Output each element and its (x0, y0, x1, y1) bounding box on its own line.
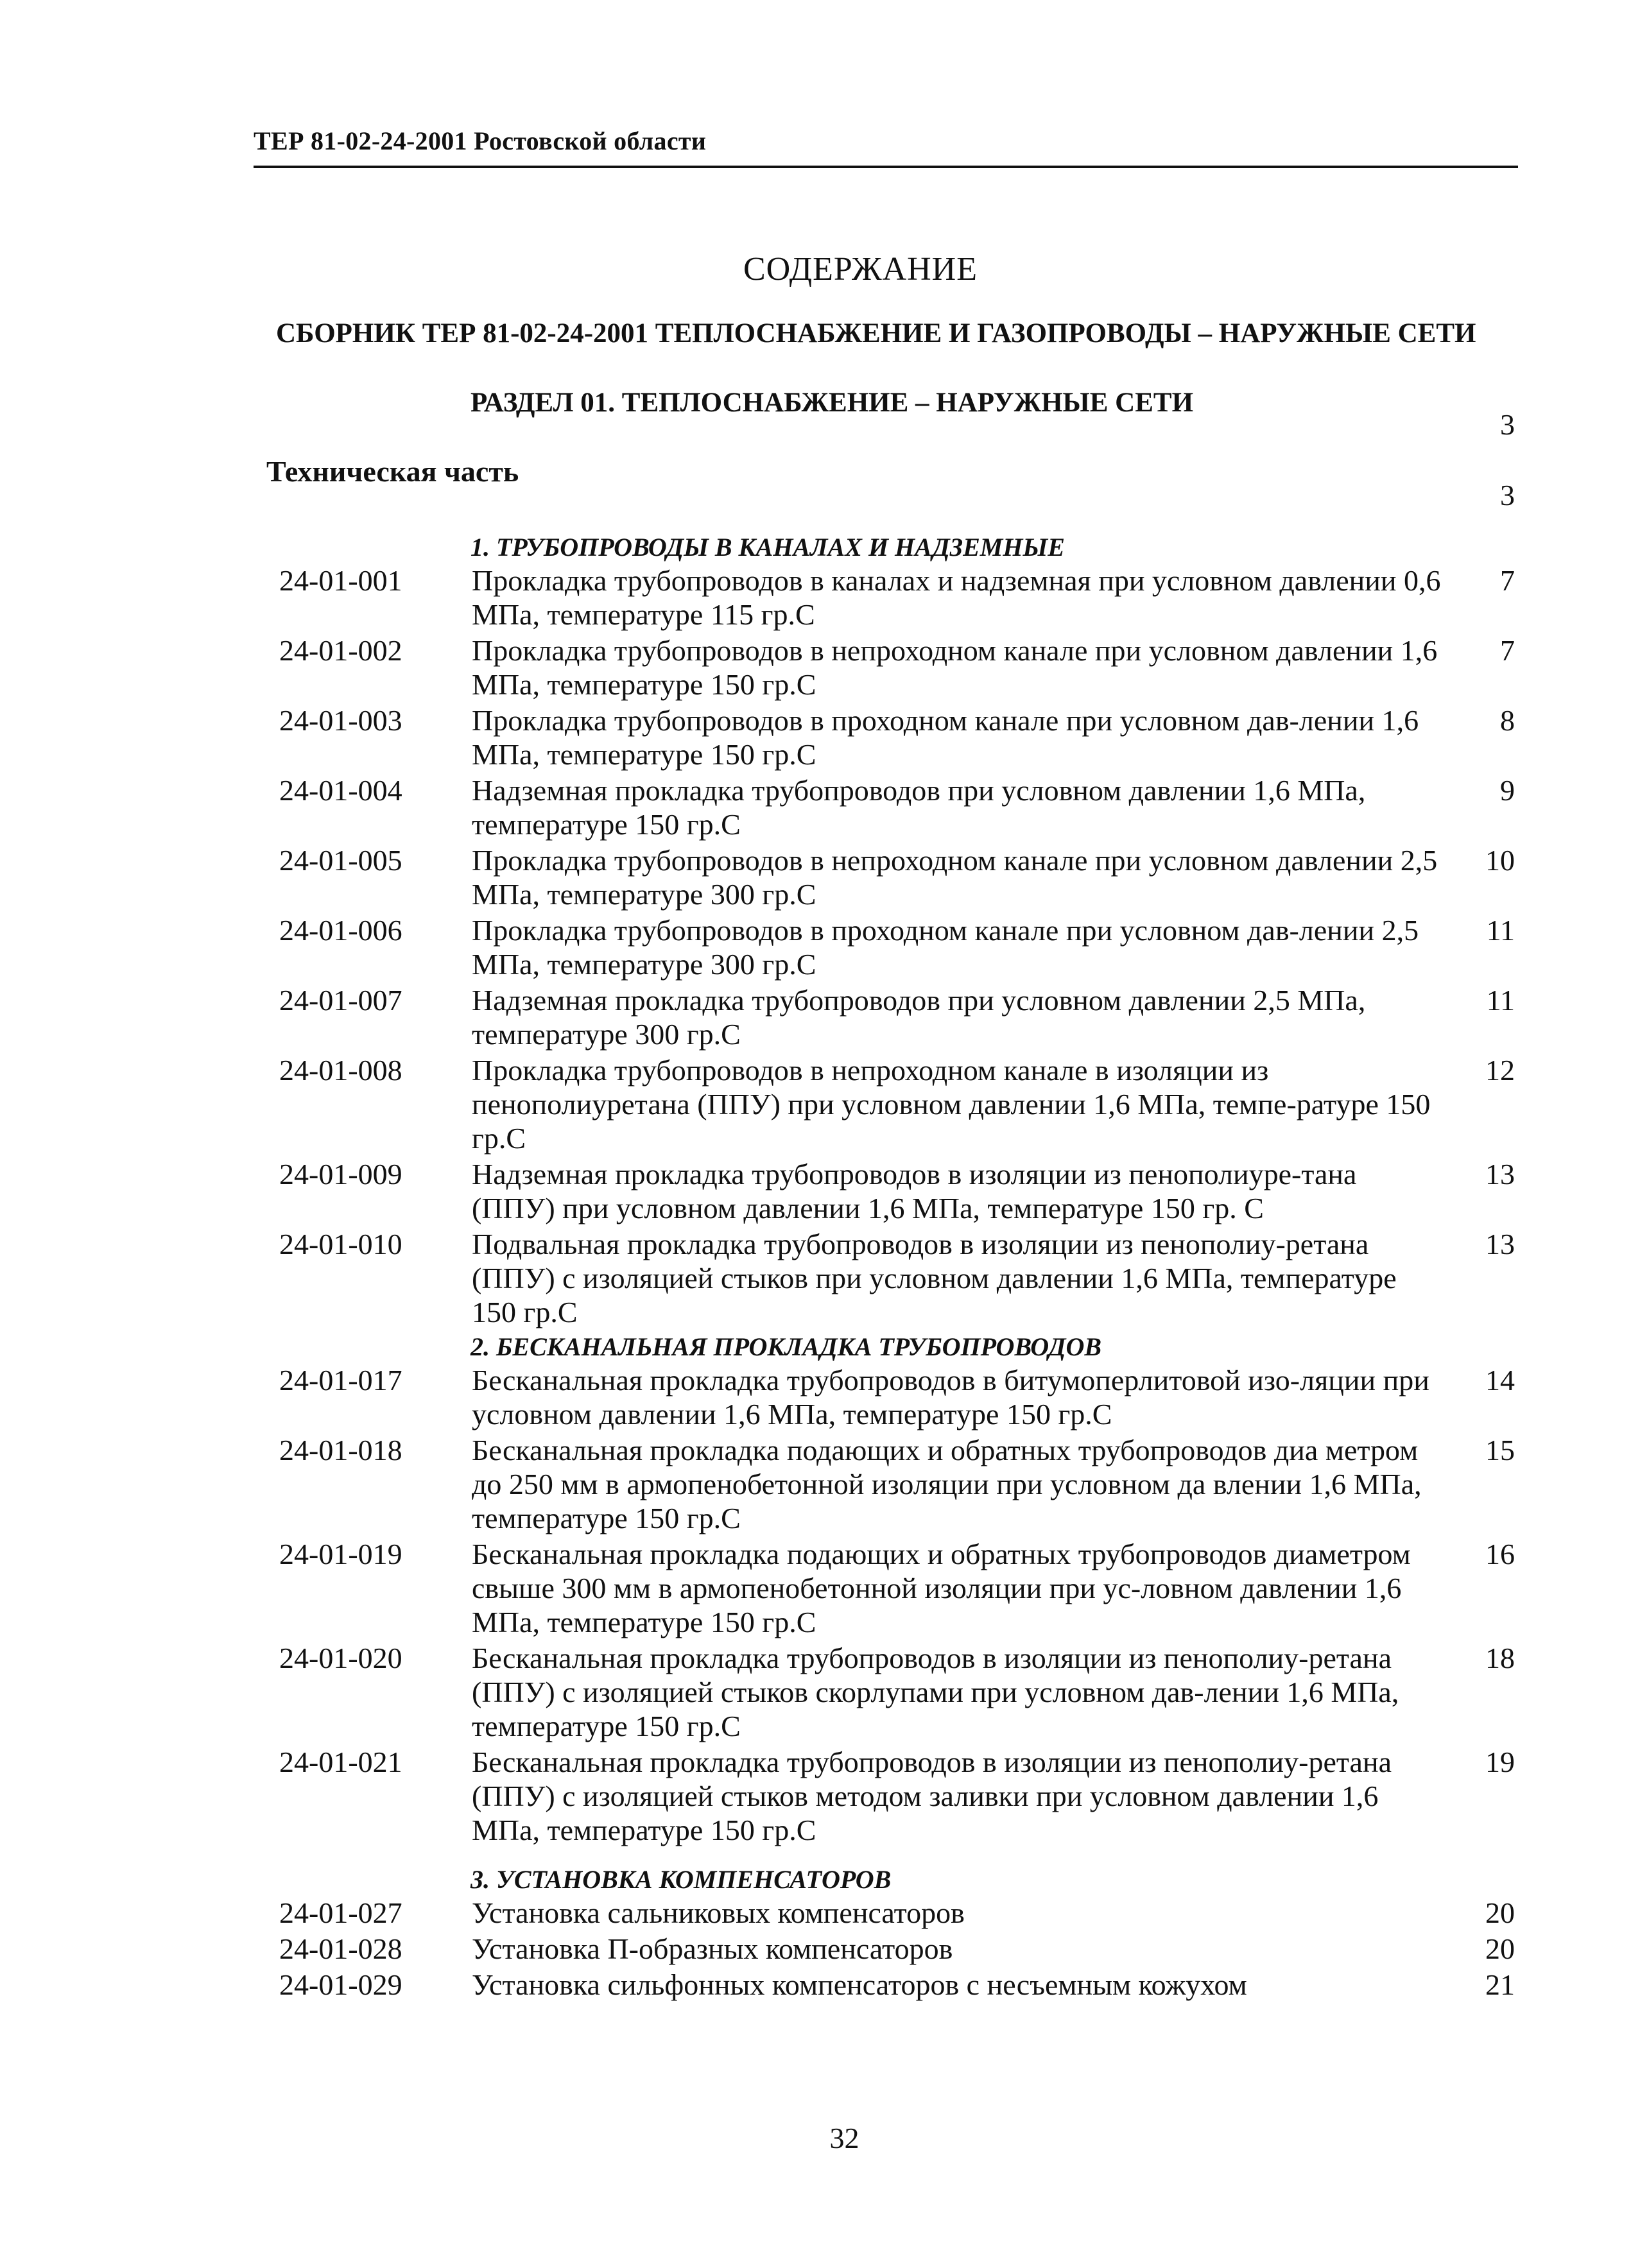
section-page-number: 3 (1500, 408, 1515, 441)
entry-title: Прокладка трубопроводов в проходном канале при условном дав-лении 1,6 МПа, температуре 150 гр.С (472, 704, 1419, 771)
entry-page: 21 (1485, 1968, 1515, 2001)
toc-entry[interactable] (0, 703, 1631, 771)
entry-title: Установка сальниковых компенсаторов (472, 1896, 965, 1929)
group-heading: 1. ТРУБОПРОВОДЫ В КАНАЛАХ И НАДЗЕМНЫЕ (470, 533, 1065, 562)
entry-code: 24-01-003 (279, 704, 402, 737)
entry-page: 9 (1500, 774, 1515, 807)
entry-code: 24-01-007 (279, 984, 402, 1017)
entry-title: Надземная прокладка трубопроводов при условном давлении 1,6 МПа, температуре 150 гр.С (472, 774, 1366, 841)
toc-entry[interactable] (0, 563, 1631, 631)
entry-page: 11 (1486, 984, 1515, 1017)
entry-title: Бесканальная прокладка трубопроводов в битумоперлитовой изо-ляции при условном давлении 1,6 МПа, температуре 150 гр.С (472, 1364, 1429, 1430)
entry-page: 19 (1485, 1746, 1515, 1778)
group-heading: 3. УСТАНОВКА КОМПЕНСАТОРОВ (470, 1865, 892, 1894)
entry-code: 24-01-019 (279, 1538, 402, 1570)
toc-entry[interactable] (0, 1227, 1631, 1329)
entry-page: 7 (1500, 564, 1515, 597)
entry-page: 16 (1485, 1538, 1515, 1570)
entry-title: Подвальная прокладка трубопроводов в изоляции из пенополиу-ретана (ППУ) с изоляцией стыков при условном давлении 1,6 МПа, температуре 150 гр.С (472, 1228, 1397, 1328)
toc-entry[interactable] (0, 1932, 1631, 1966)
entry-title: Бесканальная прокладка трубопроводов в изоляции из пенополиу-ретана (ППУ) с изоляцией стыков скорлупами при условном дав-лении 1,6 МПа, температуре 150 гр.С (472, 1642, 1399, 1742)
entry-page: 7 (1500, 634, 1515, 667)
section-title: РАЗДЕЛ 01. ТЕПЛОСНАБЖЕНИЕ – НАРУЖНЫЕ СЕТИ (470, 388, 1194, 418)
entry-title: Надземная прокладка трубопроводов в изоляции из пенополиуре-тана (ППУ) при условном давлении 1,6 МПа, температуре 150 гр. С (472, 1158, 1357, 1224)
toc-entry[interactable] (0, 1968, 1631, 2002)
entry-title: Установка П-образных компенсаторов (472, 1932, 953, 1965)
entry-code: 24-01-027 (279, 1896, 402, 1929)
entry-page: 18 (1485, 1642, 1515, 1674)
entry-page: 12 (1485, 1054, 1515, 1087)
entry-code: 24-01-005 (279, 844, 402, 877)
toc-entry[interactable] (0, 773, 1631, 841)
entry-code: 24-01-004 (279, 774, 402, 807)
toc-entry[interactable] (0, 1053, 1631, 1155)
entry-page: 11 (1486, 914, 1515, 947)
toc-entry[interactable] (0, 1896, 1631, 1930)
entry-title: Прокладка трубопроводов в проходном канале при условном дав-лении 2,5 МПа, температуре 300 гр.С (472, 914, 1419, 981)
entry-page: 13 (1485, 1228, 1515, 1260)
entry-code: 24-01-009 (279, 1158, 402, 1190)
entry-code: 24-01-029 (279, 1968, 402, 2001)
entry-title: Прокладка трубопроводов в каналах и надземная при условном давлении 0,6 МПа, температуре 115 гр.С (472, 564, 1441, 631)
entry-title: Бесканальная прокладка подающих и обратных трубопроводов диа метром до 250 мм в армопенобетонной изоляции при условном да влении 1,6 МПа, температуре 150 гр.С (472, 1434, 1422, 1534)
entry-code: 24-01-020 (279, 1642, 402, 1674)
entry-code: 24-01-028 (279, 1932, 402, 1965)
collection-title: СБОРНИК ТЕР 81-02-24-2001 ТЕПЛОСНАБЖЕНИЕ И ГАЗОПРОВОДЫ – НАРУЖНЫЕ СЕТИ (276, 318, 1476, 348)
entry-title: Бесканальная прокладка подающих и обратных трубопроводов диаметром свыше 300 мм в армопенобетонной изоляции при ус-ловном давлении 1,6 МПа, температуре 150 гр.С (472, 1538, 1411, 1638)
group-heading: 2. БЕСКАНАЛЬНАЯ ПРОКЛАДКА ТРУБОПРОВОДОВ (470, 1332, 1102, 1361)
technical-part-label: Техническая часть (266, 455, 519, 488)
entry-code: 24-01-001 (279, 564, 402, 597)
toc-entry[interactable] (0, 633, 1631, 701)
entry-page: 20 (1485, 1932, 1515, 1965)
page-number: 32 (829, 2122, 859, 2154)
entry-code: 24-01-017 (279, 1364, 402, 1396)
running-header: ТЕР 81-02-24-2001 Ростовской области (254, 126, 707, 155)
entry-code: 24-01-006 (279, 914, 402, 947)
entry-code: 24-01-008 (279, 1054, 402, 1087)
entry-page: 10 (1485, 844, 1515, 877)
entry-page: 20 (1485, 1896, 1515, 1929)
entry-code: 24-01-002 (279, 634, 402, 667)
page-title: СОДЕРЖАНИЕ (743, 251, 978, 288)
toc-entry[interactable] (0, 1363, 1631, 1431)
technical-part-page-number: 3 (1500, 479, 1515, 511)
entry-title: Прокладка трубопроводов в непроходном канале при условном давлении 2,5 МПа, температуре 300 гр.С (472, 844, 1438, 911)
toc-entry[interactable] (0, 1537, 1631, 1639)
entry-title: Прокладка трубопроводов в непроходном канале при условном давлении 1,6 МПа, температуре 150 гр.С (472, 634, 1438, 701)
toc-entry[interactable] (0, 1157, 1631, 1225)
entry-code: 24-01-018 (279, 1434, 402, 1466)
toc-entry[interactable] (0, 983, 1631, 1051)
entry-title: Надземная прокладка трубопроводов при условном давлении 2,5 МПа, температуре 300 гр.С (472, 984, 1366, 1051)
entry-title: Бесканальная прокладка трубопроводов в изоляции из пенополиу-ретана (ППУ) с изоляцией стыков методом заливки при условном давлении 1,6 МПа, температуре 150 гр.С (472, 1746, 1392, 1846)
header-rule (254, 166, 1518, 168)
entry-title: Прокладка трубопроводов в непроходном канале в изоляции из пенополиуретана (ППУ) при условном давлении 1,6 МПа, темпе-ратуре 150 гр.С (472, 1054, 1431, 1155)
toc-entry[interactable] (0, 843, 1631, 911)
entry-page: 8 (1500, 704, 1515, 737)
toc-entry[interactable] (0, 1641, 1631, 1743)
entry-code: 24-01-010 (279, 1228, 402, 1260)
entry-title: Установка сильфонных компенсаторов с несъемным кожухом (472, 1968, 1247, 2001)
entry-page: 15 (1485, 1434, 1515, 1466)
toc-entry[interactable] (0, 1745, 1631, 1847)
entry-page: 14 (1485, 1364, 1515, 1396)
entry-code: 24-01-021 (279, 1746, 402, 1778)
table-of-contents (0, 531, 1631, 2004)
toc-entry[interactable] (0, 1433, 1631, 1535)
toc-entry[interactable] (0, 913, 1631, 981)
entry-page: 13 (1485, 1158, 1515, 1190)
